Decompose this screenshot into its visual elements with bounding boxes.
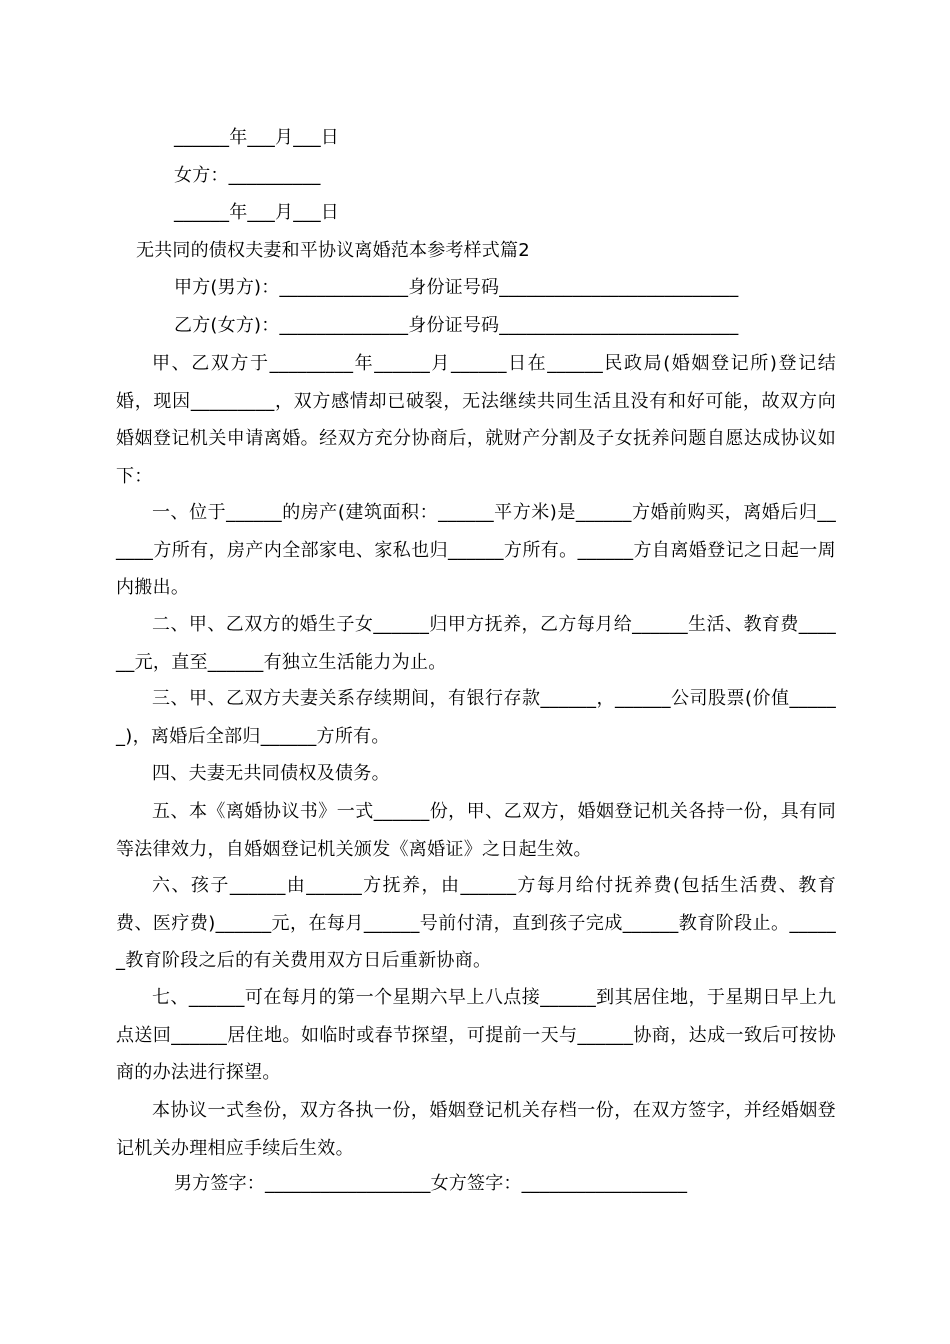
closing-paragraph: 本协议一式叁份，双方各执一份，婚姻登记机关存档一份，在双方签字，并经婚姻登记机关办理相应手续后生效。 bbox=[116, 1100, 836, 1159]
intro-paragraph: 甲、乙双方于_________年______月______日在______民政局(婚姻登记所)登记结婚，现因_________，双方感情却已破裂，无法继续共同生活且没有和好可能，故双方向婚姻登记机关申请离婚。经双方充分协商后，就财产分割及子女抚养问题自愿达成协议如下： bbox=[116, 353, 836, 487]
female-signature-line: 女方：__________ bbox=[174, 165, 321, 186]
section-heading: 无共同的债权夫妻和平协议离婚范本参考样式篇2 bbox=[136, 240, 530, 261]
clause-4-paragraph: 四、夫妻无共同债权及债务。 bbox=[152, 763, 390, 784]
clause-3-paragraph: 三、甲、乙双方夫妻关系存续期间，有银行存款______，______公司股票(价值______)，离婚后全部归______方所有。 bbox=[116, 688, 836, 747]
signature-line: 男方签字：__________________女方签字：__________________ bbox=[174, 1173, 688, 1194]
party-b-line: 乙方(女方)：______________身份证号码__________________________ bbox=[174, 315, 739, 336]
party-a-line: 甲方(男方)：______________身份证号码__________________________ bbox=[174, 277, 739, 298]
date-line: ______年___月___日 bbox=[174, 202, 339, 223]
clause-2-paragraph: 二、甲、乙双方的婚生子女______归甲方抚养，乙方每月给______生活、教育费______元，直至______有独立生活能力为止。 bbox=[116, 614, 836, 673]
date-line: ______年___月___日 bbox=[174, 127, 339, 148]
clause-7-paragraph: 七、______可在每月的第一个星期六早上八点接______到其居住地，于星期日早上九点送回______居住地。如临时或春节探望，可提前一天与______协商，达成一致后可按协商的办法进行探望。 bbox=[116, 987, 836, 1084]
clause-6-paragraph: 六、孩子______由______方抚养，由______方每月给付抚养费(包括生活费、教育费、医疗费)______元，在每月______号前付清，直到孩子完成______教育阶段止。______教育阶段之后的有关费用双方日后重新协商。 bbox=[116, 875, 836, 972]
clause-1-paragraph: 一、位于______的房产(建筑面积：______平方米)是______方婚前购买，离婚后归______方所有，房产内全部家电、家私也归______方所有。______方自离婚登记之日起一周内搬出。 bbox=[116, 502, 836, 599]
clause-5-paragraph: 五、本《离婚协议书》一式______份，甲、乙双方，婚姻登记机关各持一份，具有同等法律效力，自婚姻登记机关颁发《离婚证》之日起生效。 bbox=[116, 801, 836, 860]
